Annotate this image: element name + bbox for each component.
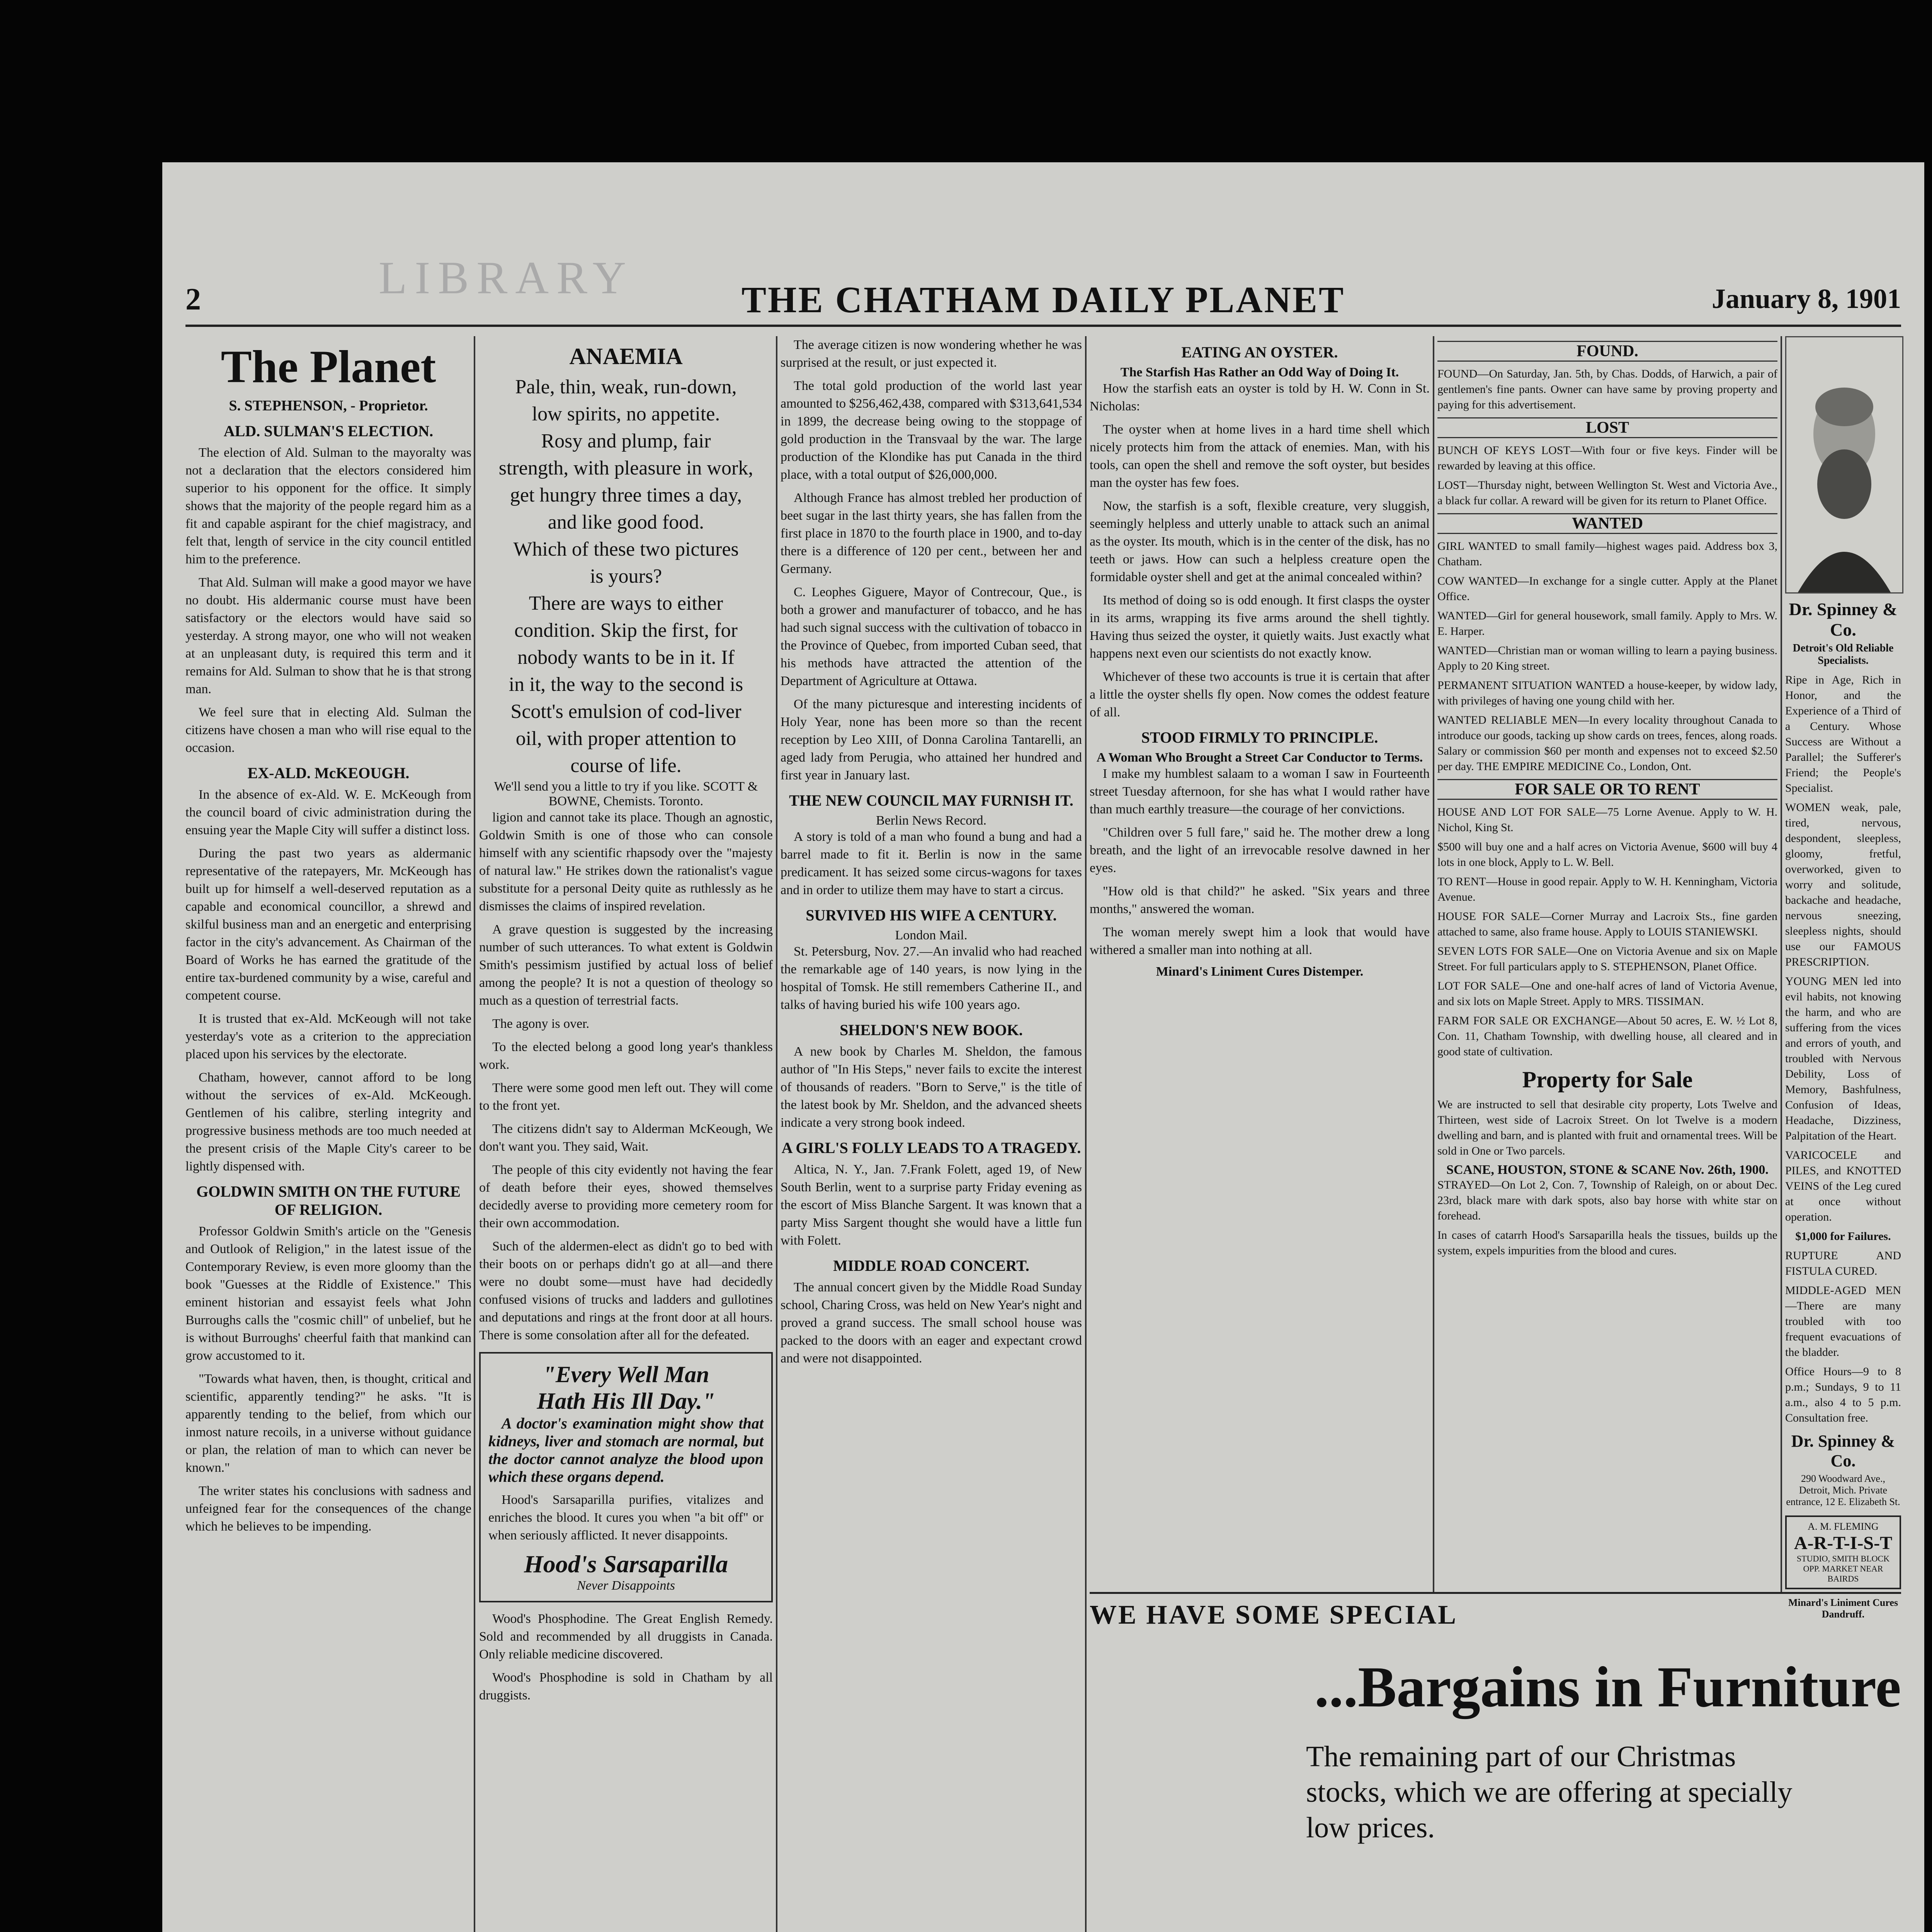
anaemia-ad-line: strength, with pleasure in work,	[498, 457, 753, 479]
ad-divider	[1090, 1592, 1901, 1594]
anaemia-ad-line: course of life.	[570, 755, 682, 777]
dr-spinney-footer: Dr. Spinney & Co.	[1791, 1432, 1895, 1470]
artist-studio: STUDIO, SMITH BLOCK	[1796, 1554, 1890, 1563]
article-heading: STOOD FIRMLY TO PRINCIPLE.	[1141, 729, 1378, 746]
article-heading: SHELDON'S NEW BOOK.	[840, 1021, 1023, 1039]
anaemia-ad-line: condition. Skip the first, for	[514, 619, 738, 641]
column-two	[479, 336, 773, 1932]
article-paragraph: Professor Goldwin Smith's article on the "Genesis and Outlook of Religion," in the latest issue of the Contemporary Review, is even more gloomy than the book "Guesses at the Riddle of Existence." This eminent historian and essayist feels what John Burroughs calls the "cosmic chill" of unbelief, but he is without Burroughs' cheerful faith that mankind can grow accustomed to it.	[185, 1224, 471, 1363]
classified-ad: TO RENT—House in good repair. Apply to W. H. Kenningham, Victoria Avenue.	[1437, 875, 1777, 903]
anaemia-ad-line: and like good food.	[548, 511, 704, 533]
column-four	[1090, 336, 1430, 1592]
article-subhead: The Starfish Has Rather an Odd Way of Doing It.	[1120, 365, 1399, 379]
article-paragraph: A new book by Charles M. Sheldon, the famous author of "In His Steps," never fails to excite the interest of thousands of readers. "Born to Serve," is the title of the latest book by Mr. Sheldon, and the advanced sheets indicate a very strong book indeed.	[781, 1044, 1082, 1130]
article-paragraph: There were some good men left out. They will come to the front yet.	[479, 1081, 773, 1113]
dr-ad-text: MIDDLE-AGED MEN—There are many troubled with too frequent evacuations of the bladder.	[1785, 1284, 1901, 1359]
article-paragraph: "Children over 5 full fare," said he. The mother drew a long breath, and the light of an irrevocable resolve dawned in her eyes.	[1090, 825, 1430, 875]
hoods-lead: A doctor's examination might show that kidneys, liver and stomach are normal, but the doctor cannot analyze the blood upon which these organs depend.	[488, 1415, 764, 1485]
classified-heading: FOUND.	[1437, 341, 1777, 362]
classified-ad: WANTED—Girl for general housework, small family. Apply to Mrs. W. E. Harper.	[1437, 609, 1777, 638]
column-three	[781, 336, 1082, 1932]
column-rule	[1781, 336, 1782, 1592]
hoods-text: Hood's Sarsaparilla purifies, vitalizes and enriches the blood. It cures you when "a bit off" or when seriously afflicted. It never disappoints.	[488, 1493, 764, 1543]
classified-ad: PERMANENT SITUATION WANTED a house-keeper, by widow lady, with privileges of having one young child with her.	[1437, 679, 1777, 707]
article-paragraph: A story is told of a man who found a bung and had a barrel made to fit it. Berlin is now in the same predicament. It has seized some circus-wagons for taxes and in order to utilize them may have to start a circus.	[781, 830, 1082, 897]
classified-ad: SEVEN LOTS FOR SALE—One on Victoria Avenue and six on Maple Street. For full particulars apply to S. STEPHENSON, Planet Office.	[1437, 945, 1777, 973]
artist-title: A-R-T-I-S-T	[1794, 1533, 1893, 1553]
woods-ad-text: Wood's Phosphodine. The Great English Remedy. Sold and recommended by all druggists in Canada. Only reliable medicine discovered.	[479, 1612, 773, 1662]
anaemia-ad-line: Which of these two pictures	[513, 538, 739, 560]
article-paragraph: In the absence of ex-Ald. W. E. McKeough from the council board of civic administration during the ensuing year the Maple City will suffer a distinct loss.	[185, 787, 471, 837]
article-heading: MIDDLE ROAD CONCERT.	[833, 1257, 1029, 1274]
anaemia-ad-line: oil, with proper attention to	[515, 728, 736, 750]
article-paragraph: Of the many picturesque and interesting incidents of Holy Year, none has been more so than the recent reception by Leo XIII, of Donna Carolina Tantarelli, an aged lady from Perugia, who attained her hundred and first year in January last.	[781, 697, 1082, 782]
anaemia-ad-line: low spirits, no appetite.	[532, 403, 720, 425]
article-paragraph: The average citizen is now wondering whether he was surprised at the result, or just expected it.	[781, 338, 1082, 370]
article-subhead: A Woman Who Brought a Street Car Conductor to Terms.	[1096, 750, 1423, 765]
artist-ad	[1785, 1515, 1901, 1589]
hoods-tagline: Never Disappoints	[577, 1578, 675, 1593]
article-paragraph: That Ald. Sulman will make a good mayor we have no doubt. His aldermanic course must have been satisfactory or the electors would have said so yesterday. A strong mayor, one who will not weaken at an unpleasant duty, is required this term and it remains for Ald. Sulman to show that he is that strong man.	[185, 575, 471, 696]
classified-ad: STRAYED—On Lot 2, Con. 7, Township of Raleigh, on or about Dec. 23rd, black mare with dark spots, also bay horse with white star on forehead.	[1437, 1179, 1777, 1222]
article-paragraph: "Towards what haven, then, is thought, critical and scientific, apparently tending?" he asks. "It is apparently tending to the belief, from which our inmost nature recoils, in a universe without guidance or plan, the relation of man to which can never be known."	[185, 1372, 471, 1475]
classified-ad: BUNCH OF KEYS LOST—With four or five keys. Finder will be rewarded by leaving at this office.	[1437, 444, 1777, 472]
masthead	[185, 278, 1901, 327]
paper-name: THE CHATHAM DAILY PLANET	[742, 279, 1345, 320]
article-heading: GOLDWIN SMITH ON THE FUTURE OF RELIGION.	[196, 1183, 461, 1218]
dr-ad-text: $1,000 for Failures.	[1795, 1230, 1891, 1243]
portrait-engraving-icon	[1786, 337, 1902, 592]
article-paragraph: The annual concert given by the Middle Road Sunday school, Charing Cross, was held on New Year's night and proved a grand success. The small school house was packed to the doors with an eager and expectant crowd and were not disappointed.	[781, 1280, 1082, 1366]
property-heading: Property for Sale	[1522, 1067, 1693, 1092]
article-paragraph: How the starfish eats an oyster is told by H. W. Conn in St. Nicholas:	[1090, 381, 1430, 413]
classified-ad: COW WANTED—In exchange for a single cutter. Apply at the Planet Office.	[1437, 575, 1777, 603]
editorial-column	[185, 336, 471, 1932]
anaemia-ad-line: nobody wants to be in it. If	[517, 646, 735, 668]
anaemia-ad-line: is yours?	[590, 565, 662, 587]
dr-spinney-title: Dr. Spinney & Co.	[1789, 599, 1898, 639]
hoods-ad	[479, 1352, 773, 1602]
anaemia-ad-line: There are ways to either	[529, 592, 723, 614]
article-paragraph: Its method of doing so is odd enough. It first clasps the oyster in its arms, wrapping its five arms around the shell tightly. Having thus seized the oyster, it quietly waits. Just exactly what happens next even our scientists do not exactly know.	[1090, 593, 1430, 661]
property-signature: SCANE, HOUSTON, STONE & SCANE Nov. 26th, 1900.	[1446, 1163, 1769, 1177]
article-paragraph: It is trusted that ex-Ald. McKeough will not take yesterday's vote as a criterion to the appreciation placed upon his services by the electorate.	[185, 1012, 471, 1061]
proprietor-line: S. STEPHENSON, - Proprietor.	[229, 398, 428, 414]
article-paragraph: Chatham, however, cannot afford to be long without the services of ex-Ald. McKeough. Gentlemen of his calibre, sterling integrity and progressive business methods are too much needed at the present crisis of the Maple City's career to be lightly dispensed with.	[185, 1070, 471, 1173]
article-paragraph: The woman merely swept him a look that would have withered a smaller man into nothing at all.	[1090, 925, 1430, 957]
anaemia-ad-line: get hungry three times a day,	[510, 484, 742, 506]
special-line: WE HAVE SOME SPECIAL	[1090, 1600, 1458, 1630]
classified-ad: FARM FOR SALE OR EXCHANGE—About 50 acres, E. W. ½ Lot 8, Con. 11, Chatham Township, with dwelling house, all cleared and in good state of cultivation.	[1437, 1014, 1777, 1058]
anaemia-ad-line: Pale, thin, weak, run-down,	[515, 376, 737, 398]
article-paragraph: During the past two years as aldermanic representative of the ratepayers, Mr. McKeough has built up for himself a well-deserved reputation as a capable and economical councillor, a shrewd and skilful business man and an energetic and enterprising factor in the city's advancement. As Chairman of the Board of Works he has earned the gratitude of the entire tax-burdened community by a wise, careful and competent course.	[185, 846, 471, 1003]
dr-ad-text: Office Hours—9 to 8 p.m.; Sundays, 9 to 11 a.m., also 4 to 5 p.m. Consultation free.	[1785, 1365, 1901, 1424]
classified-ad: LOST—Thursday night, between Wellington St. West and Victoria Ave., a black fur collar. A reward will be given for its return to Planet Office.	[1437, 479, 1777, 507]
corner-stamp: LIBRARY	[379, 252, 634, 303]
article-paragraph: The writer states his conclusions with sadness and unfeigned fear for the consequences of the change which he believes to be impending.	[185, 1484, 471, 1534]
editorial-title: The Planet	[221, 341, 436, 392]
column-rule	[474, 336, 475, 1932]
dr-ad-text: YOUNG MEN led into evil habits, not knowing the harm, and who are suffering from the vices and errors of youth, and troubled with Nervous Debility, Loss of Memory, Bashfulness, Confusion of Ideas, Headache, Dizziness, Palpitation of the Heart.	[1785, 975, 1901, 1142]
article-paragraph: Such of the aldermen-elect as didn't go to bed with their boots on or perhaps didn't go at all—and there were no doubt some—must have had decidedly confused visions of trucks and ladders and gullotines and deputations and rings at the front door at all hours. There is some consolation after all for the defeated.	[479, 1239, 773, 1342]
classifieds-column	[1437, 336, 1777, 1592]
article-paragraph: The election of Ald. Sulman to the mayoralty was not a declaration that the electors considered him superior to his opponent for the office. It simply shows that the majority of the people regard him as a fit and capable aspirant for the chief magistracy, and felt that, length of service in the city council entitled him to the preference.	[185, 446, 471, 566]
article-paragraph: C. Leophes Giguere, Mayor of Contrecour, Que., is both a grower and manufacturer of tobacco, and he has had such signal success with the cultivation of tobacco in the Province of Quebec, from imported Cuban seed, that his methods have attracted the attention of the Department of Agriculture at Ottawa.	[781, 585, 1082, 688]
article-paragraph: The agony is over.	[492, 1017, 590, 1031]
hoods-notice: In cases of catarrh Hood's Sarsaparilla heals the tissues, builds up the system, expels impurities from the blood and cures.	[1437, 1229, 1777, 1257]
classified-ad: GIRL WANTED to small family—highest wages paid. Address box 3, Chatham.	[1437, 540, 1777, 568]
classified-ad: LOT FOR SALE—One and one-half acres of land of Victoria Avenue, and six lots on Maple Street. Apply to MRS. TISSIMAN.	[1437, 980, 1777, 1008]
article-heading: EATING AN OYSTER.	[1181, 344, 1338, 361]
article-heading: ALD. SULMAN'S ELECTION.	[223, 422, 434, 440]
dr-spinney-subtitle: Detroit's Old Reliable Specialists.	[1793, 642, 1894, 667]
liniment-footer: Minard's Liniment Cures Distemper.	[1156, 964, 1364, 979]
issue-date: January 8, 1901	[1711, 283, 1901, 314]
article-paragraph: The oyster when at home lives in a hard time shell which nicely protects him from the attack of enemies. Man, with his tools, can open the shell and remove the soft oyster, but besides man the oyster has few foes.	[1090, 422, 1430, 490]
dr-spinney-address: 290 Woodward Ave., Detroit, Mich. Private entrance, 12 E. Elizabeth St.	[1786, 1473, 1900, 1507]
hoods-title: "Every Well Man	[543, 1362, 709, 1387]
artist-address: OPP. MARKET NEAR BAIRDS	[1803, 1564, 1883, 1583]
classified-ad: $500 will buy one and a half acres on Victoria Avenue, $600 will buy 4 lots in one block, Apply to L. W. Bell.	[1437, 840, 1777, 869]
article-heading: SURVIVED HIS WIFE A CENTURY.	[806, 906, 1057, 924]
anaemia-ad	[479, 374, 773, 779]
article-paragraph: Whichever of these two accounts is true it is certain that after a little the oyster shells fly open. Now comes the oddest feature of all.	[1090, 670, 1430, 719]
article-paragraph: Altica, N. Y., Jan. 7.Frank Folett, aged 19, of New South Berlin, went to a surprise party Friday evening as the escort of Miss Blanche Sargent. It was known that a party Miss Sargent thought she would have a little fun with Folett.	[781, 1162, 1082, 1248]
classified-heading: WANTED	[1437, 513, 1777, 534]
hoods-title-2: Hath His Ill Day."	[537, 1388, 715, 1414]
ad-footer: We'll send you a little to try if you like. SCOTT & BOWNE, Chemists. Toronto.	[494, 779, 758, 808]
article-paragraph: The people of this city evidently not having the fear of death before their eyes, showed themselves decidedly averse to providing more cemetery room for their own accommodation.	[479, 1163, 773, 1230]
article-paragraph: We feel sure that in electing Ald. Sulman the citizens have chosen a man who will rise equal to the occasion.	[185, 705, 471, 755]
classified-heading: LOST	[1437, 417, 1777, 438]
newspaper-page	[162, 162, 1924, 1932]
article-heading: A GIRL'S FOLLY LEADS TO A TRAGEDY.	[781, 1139, 1081, 1156]
ad-heading: ANAEMIA	[569, 344, 683, 369]
article-paragraph: Now, the starfish is a soft, flexible creature, very sluggish, seemingly helpless and utterly unable to attack such an animal as the oyster. Its mouth, which is in the center of the disk, has no teeth or jaws. How can such a helpless creature open the formidable oyster shell and get at the animal concealed within?	[1090, 499, 1430, 584]
classified-ad: HOUSE AND LOT FOR SALE—75 Lorne Avenue. Apply to W. H. Nichol, King St.	[1437, 806, 1777, 834]
column-rule	[1085, 336, 1087, 1932]
anaemia-ad-line: Rosy and plump, fair	[541, 430, 711, 452]
liniment-footer: Minard's Liniment Cures Dandruff.	[1788, 1597, 1898, 1620]
portrait-image	[1785, 336, 1903, 594]
bargains-text: The remaining part of our Christmas stocks, which we are offering at specially low prices.	[1306, 1740, 1793, 1844]
dr-ad-text: RUPTURE AND FISTULA CURED.	[1785, 1249, 1901, 1277]
article-paragraph: To the elected belong a good long year's thankless work.	[479, 1040, 773, 1072]
article-heading: THE NEW COUNCIL MAY FURNISH IT.	[789, 792, 1073, 809]
dr-ad-text: VARICOCELE and PILES, and KNOTTED VEINS of the Leg cured at once without operation.	[1785, 1149, 1901, 1223]
article-heading: EX-ALD. McKEOUGH.	[247, 764, 410, 782]
column-rule	[776, 336, 777, 1932]
article-paragraph: ligion and cannot take its place. Though an agnostic, Goldwin Smith is one of those who can console himself with any scientific rhapsody over the "majesty of natural law." He strikes down the rationalist's vague substitute for a personal Deity quite as ruthlessly as he dismisses the claims of inspired revelation.	[479, 810, 773, 913]
bargains-headline: ...Bargains in Furniture	[1314, 1655, 1901, 1719]
dr-spinney-ad	[1785, 336, 1901, 1620]
classified-ad: HOUSE FOR SALE—Corner Murray and Lacroix Sts., fine garden attached to same, also frame house. Apply to LOUIS STANIEWSKI.	[1437, 910, 1777, 938]
article-paragraph: Although France has almost trebled her production of beet sugar in the last thirty years, she has fallen from the first place in 1870 to the fourth place in 1900, and to-day there is a difference of 120 per cent., between her and Germany.	[781, 491, 1082, 576]
property-text: We are instructed to sell that desirable city property, Lots Twelve and Thirteen, west side of Lacroix Street. On lot Twelve is a modern dwelling and barn, and is planted with fruit and ornamental trees. Will be sold in One or Two parcels.	[1437, 1098, 1777, 1157]
classified-ad: WANTED—Christian man or woman willing to learn a paying business. Apply to 20 King street.	[1437, 644, 1777, 672]
anaemia-ad-line: in it, the way to the second is	[509, 673, 743, 696]
classified-heading: FOR SALE OR TO RENT	[1437, 779, 1777, 800]
classified-ad: WANTED RELIABLE MEN—In every locality throughout Canada to introduce our goods, tacking up show cards on trees, fences, along roads. Salary or commission $60 per month and expenses not to exceed $2.50 per day. THE EMPIRE MEDICINE Co., London, Ont.	[1437, 714, 1777, 773]
article-paragraph: The total gold production of the world last year amounted to $256,462,438, compared with $313,641,534 in 1899, the decrease being owing to the stoppage of gold production in the Transvaal by the war. The large production of the Klondike has put Canada in the third place, with a total output of $26,000,000.	[781, 379, 1082, 482]
anaemia-ad-line: Scott's emulsion of cod-liver	[510, 701, 742, 723]
column-rule	[1433, 336, 1434, 1592]
article-source: Berlin News Record.	[876, 813, 987, 828]
artist-name: A. M. FLEMING	[1808, 1521, 1879, 1532]
article-paragraph: The citizens didn't say to Alderman McKeough, We don't want you. They said, Wait.	[479, 1122, 773, 1154]
dr-ad-text: WOMEN weak, pale, tired, nervous, despondent, sleepless, gloomy, fretful, overworked, given to worry and solitude, backache and headache, nervous sneezing, sleepless nights, should use our FAMOUS PRESCRIPTION.	[1785, 801, 1901, 968]
article-paragraph: A grave question is suggested by the increasing number of such utterances. To what extent is Goldwin Smith's pessimism justified by actual loss of belief among the people? It is not a question of theology so much as a question of terrestrial facts.	[479, 922, 773, 1008]
article-paragraph: St. Petersburg, Nov. 27.—An invalid who had reached the remarkable age of 140 years, is now lying in the hospital of Tomsk. He still remembers Catherine II., and talks of having buried his wife 100 years ago.	[781, 944, 1082, 1012]
woods-footer: Wood's Phosphodine is sold in Chatham by all druggists.	[479, 1670, 773, 1702]
dr-ad-text: Ripe in Age, Rich in Honor, and the Experience of a Third of a Century. Whose Success are Without a Parallel; the Sufferer's Friend; the People's Specialist.	[1785, 673, 1901, 794]
classified-ad: FOUND—On Saturday, Jan. 5th, by Chas. Dodds, of Harwich, a pair of gentlemen's fine pants. Owner can have same by proving property and paying for this advertisement.	[1437, 367, 1777, 411]
hoods-brand: Hood's Sarsaparilla	[524, 1550, 728, 1578]
article-source: London Mail.	[895, 928, 968, 942]
article-paragraph: I make my humblest salaam to a woman I saw in Fourteenth street Tuesday afternoon, for she has what I would rather have than much earthly treasure—the courage of her convictions.	[1090, 767, 1430, 816]
article-paragraph: "How old is that child?" he asked. "Six years and three months," answered the woman.	[1090, 884, 1430, 916]
page-number: 2	[185, 282, 201, 316]
